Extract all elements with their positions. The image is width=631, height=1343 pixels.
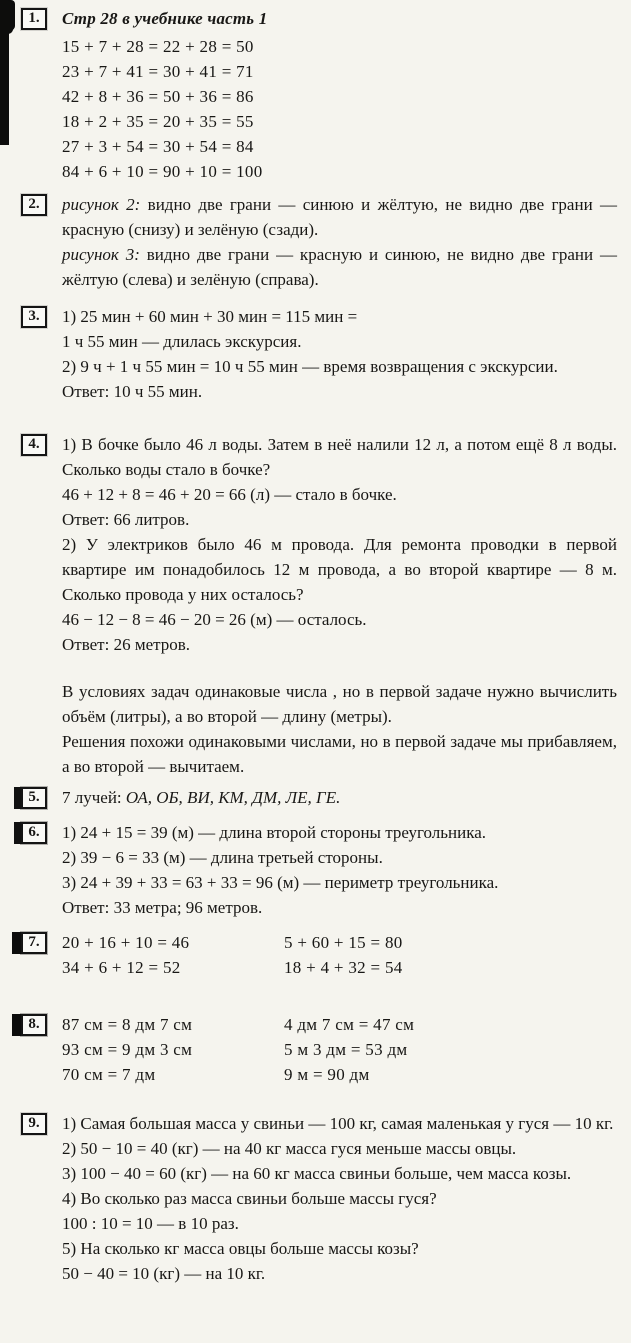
text-run: 3) 24 + 39 + 33 = 63 + 33 = 96 (м) — периметр треугольника. (62, 873, 499, 892)
italic-tail: ОА, ОБ, ВИ, КМ, ДМ, ЛЕ, ГЕ. (125, 788, 341, 807)
equation-line (62, 159, 617, 184)
italic-lead: рисунок 3: (62, 245, 140, 264)
equation-right: 4 дм 7 см = 47 см (284, 1015, 415, 1034)
solution-section-4 (0, 432, 617, 779)
equation-right: 9 м = 90 дм (284, 1065, 370, 1084)
text-run: 2) 9 ч + 1 ч 55 мин = 10 ч 55 мин — время возвращения с экскурсии. (62, 357, 558, 376)
text-run: Решения похожи одинаковыми числами, но в первой задаче мы прибавляем, а во второй — вычитаем. (62, 732, 617, 776)
text-run: 100 : 10 = 10 — в 10 раз. (62, 1214, 239, 1233)
scan-smudge (0, 0, 13, 34)
task-number-badge: 6. (21, 822, 47, 844)
equation-right: 5 + 60 + 15 = 80 (284, 933, 403, 952)
task-number-badge: 5. (21, 787, 47, 809)
section-body (62, 930, 617, 980)
equation-columns-row (62, 930, 617, 955)
equation-line (62, 109, 617, 134)
task-number-badge: 9. (21, 1113, 47, 1135)
text-run: 50 − 40 = 10 (кг) — на 10 кг. (62, 1264, 266, 1283)
equation-left: 34 + 6 + 12 = 52 (62, 958, 181, 977)
paragraph (62, 354, 617, 379)
equation-line (62, 134, 617, 159)
solution-section-5 (0, 785, 617, 810)
paragraph (62, 242, 617, 292)
text-run: Ответ: 10 ч 55 мин. (62, 382, 203, 401)
text-run: 1) В бочке было 46 л воды. Затем в неё налили 12 л, а потом ещё 8 л воды. Сколько воды стало в бочке? (62, 435, 617, 479)
equation-right: 18 + 4 + 32 = 54 (284, 958, 403, 977)
paragraph (62, 1136, 617, 1161)
section-body (62, 1111, 617, 1286)
task-number-badge: 4. (21, 434, 47, 456)
paragraph (62, 820, 617, 845)
section-body (62, 785, 617, 810)
text-run: 84 + 6 + 10 = 90 + 10 = 100 (62, 162, 263, 181)
paragraph (62, 1111, 617, 1136)
text-run: 2) 39 − 6 = 33 (м) — длина третьей стороны. (62, 848, 383, 867)
equation-columns-row (62, 955, 617, 980)
equation-columns-row (62, 1037, 617, 1062)
equation-left: 87 см = 8 дм 7 см (62, 1015, 193, 1034)
paragraph (62, 870, 617, 895)
paragraph (62, 679, 617, 729)
solution-section-3 (0, 304, 617, 404)
text-run: 1) Самая большая масса у свиньи — 100 кг, самая маленькая у гуся — 10 кг. (62, 1114, 614, 1133)
task-number-badge: 2. (21, 194, 47, 216)
task-number-badge: 7. (21, 932, 47, 954)
text-run: 3) 100 − 40 = 60 (кг) — на 60 кг масса свиньи больше, чем масса козы. (62, 1164, 572, 1183)
text-run: 4) Во сколько раз масса свиньи больше массы гуся? (62, 1189, 437, 1208)
paragraph (62, 532, 617, 607)
paragraph (62, 507, 617, 532)
paragraph-gap (62, 657, 617, 679)
text-run: видно две грани — красную и синюю, не видно две грани — жёлтую (слева) и зелёную (справа). (62, 245, 617, 289)
solution-section-1 (0, 6, 617, 184)
paragraph (62, 329, 617, 354)
section-heading (62, 6, 617, 31)
section-body (62, 304, 617, 404)
section-body (62, 1012, 617, 1087)
text-run: 18 + 2 + 35 = 20 + 35 = 55 (62, 112, 254, 131)
paragraph (62, 607, 617, 632)
section-body (62, 6, 617, 184)
text-run: В условиях задач одинаковые числа , но в первой задаче нужно вычислить объём (литры), а во второй — длину (метры). (62, 682, 617, 726)
task-number-badge: 3. (21, 306, 47, 328)
paragraph (62, 379, 617, 404)
paragraph (62, 1211, 617, 1236)
equation-columns-row (62, 1012, 617, 1037)
solution-section-8 (0, 1012, 617, 1087)
text-run: 1) 24 + 15 = 39 (м) — длина второй стороны треугольника. (62, 823, 487, 842)
text-run: видно две грани — синюю и жёлтую, не видно две грани — красную (снизу) и зелёную (сзади). (62, 195, 617, 239)
solution-section-7 (0, 930, 617, 980)
solution-section-9 (0, 1111, 617, 1286)
paragraph (62, 729, 617, 779)
section-body (62, 820, 617, 920)
text-run: 42 + 8 + 36 = 50 + 36 = 86 (62, 87, 254, 106)
equation-columns-row (62, 1062, 617, 1087)
text-run: Стр 28 в учебнике часть 1 (62, 9, 268, 28)
text-run: 1) 25 мин + 60 мин + 30 мин = 115 мин = (62, 307, 358, 326)
task-number-badge: 8. (21, 1014, 47, 1036)
paragraph (62, 785, 617, 810)
section-body (62, 192, 617, 292)
text-run: 1 ч 55 мин — длилась экскурсия. (62, 332, 302, 351)
paragraph (62, 1236, 617, 1261)
text-run: 5) На сколько кг масса овцы больше массы козы? (62, 1239, 419, 1258)
paragraph (62, 895, 617, 920)
equation-line (62, 34, 617, 59)
paragraph (62, 845, 617, 870)
paragraph (62, 1261, 617, 1286)
equation-line (62, 59, 617, 84)
task-number-badge: 1. (21, 8, 47, 30)
italic-lead: рисунок 2: (62, 195, 141, 214)
paragraph (62, 304, 617, 329)
solution-section-6 (0, 820, 617, 920)
text-run: 15 + 7 + 28 = 22 + 28 = 50 (62, 37, 254, 56)
equation-left: 20 + 16 + 10 = 46 (62, 933, 190, 952)
paragraph (62, 1186, 617, 1211)
text-run: 46 − 12 − 8 = 46 − 20 = 26 (м) — осталось. (62, 610, 367, 629)
equation-left: 93 см = 9 дм 3 см (62, 1040, 193, 1059)
paragraph (62, 482, 617, 507)
paragraph (62, 632, 617, 657)
paragraph (62, 192, 617, 242)
solution-section-2 (0, 192, 617, 292)
text-run: Ответ: 66 литров. (62, 510, 190, 529)
text-run: 2) У электриков было 46 м провода. Для ремонта проводки в первой квартире им понадобилось 12 м провода, а во второй квартире — 8 м. Сколько провода у них осталось? (62, 535, 617, 604)
equation-line (62, 84, 617, 109)
equation-left: 70 см = 7 дм (62, 1065, 156, 1084)
equation-right: 5 м 3 дм = 53 дм (284, 1040, 408, 1059)
paragraph (62, 1161, 617, 1186)
paragraph (62, 432, 617, 482)
text-run: 7 лучей: (62, 788, 126, 807)
text-run: Ответ: 26 метров. (62, 635, 191, 654)
text-run: 2) 50 − 10 = 40 (кг) — на 40 кг масса гуся меньше массы овцы. (62, 1139, 517, 1158)
section-body (62, 432, 617, 779)
text-run: Ответ: 33 метра; 96 метров. (62, 898, 263, 917)
text-run: 23 + 7 + 41 = 30 + 41 = 71 (62, 62, 254, 81)
text-run: 46 + 12 + 8 = 46 + 20 = 66 (л) — стало в бочке. (62, 485, 397, 504)
text-run: 27 + 3 + 54 = 30 + 54 = 84 (62, 137, 254, 156)
